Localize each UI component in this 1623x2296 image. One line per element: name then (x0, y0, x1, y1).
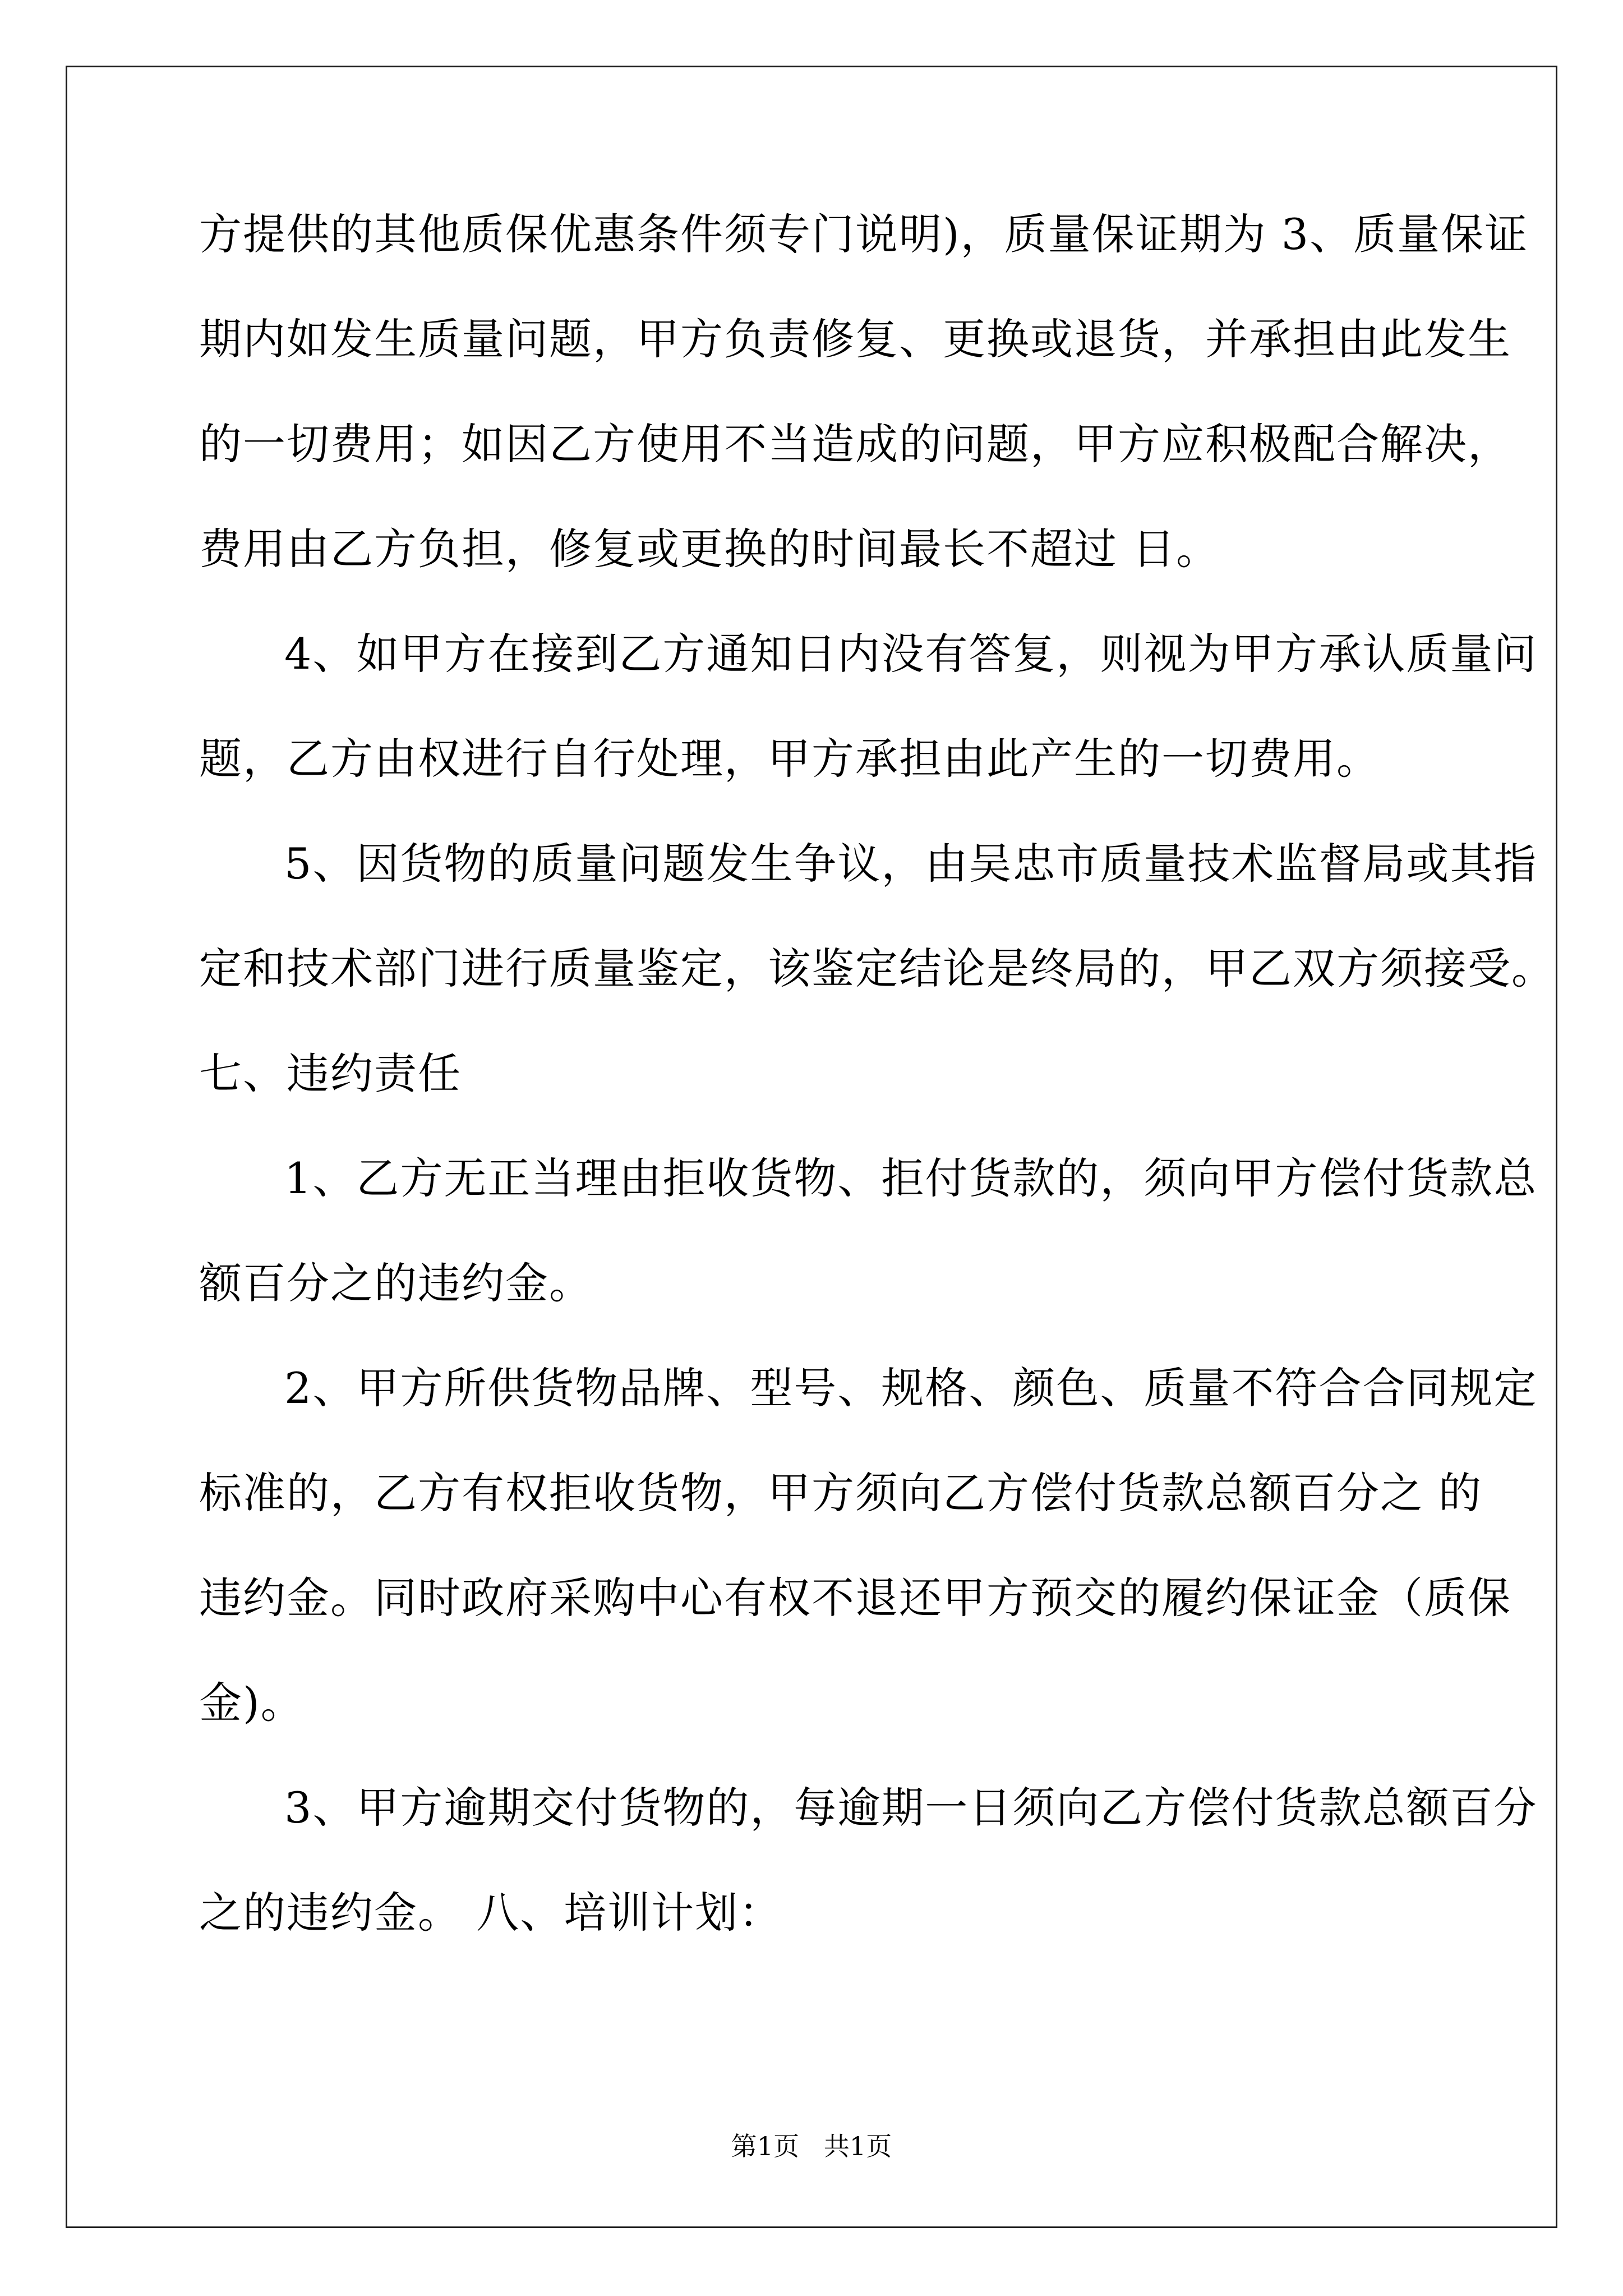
section-heading: 七、违约责任 (199, 1048, 462, 1098)
text-line: 金)。 (199, 1678, 305, 1728)
text-line: 违约金。同时政府采购中心有权不退还甲方预交的履约保证金（质保 (199, 1573, 1511, 1623)
text-line: 额百分之的违约金。 (199, 1258, 593, 1308)
text-line: 的一切费用；如因乙方使用不当造成的问题，甲方应积极配合解决， (199, 419, 1511, 469)
paragraph-start-line: 2、甲方所供货物品牌、型号、规格、颜色、质量不符合合同规定 (284, 1363, 1538, 1413)
page-footer: 第1页 共1页 (731, 2131, 892, 2161)
document-body (199, 208, 1555, 1991)
text-line: 期内如发生质量问题，甲方负责修复、更换或退货，并承担由此发生 (199, 314, 1511, 364)
paragraph-start-line: 5、因货物的质量问题发生争议，由吴忠市质量技术监督局或其指 (284, 839, 1538, 889)
paragraph-start-line: 3、甲方逾期交付货物的，每逾期一日须向乙方偿付货款总额百分 (284, 1783, 1538, 1833)
paragraph-start-line: 1、乙方无正当理由拒收货物、拒付货款的，须向甲方偿付货款总 (284, 1153, 1538, 1203)
paragraph-start-line: 4、如甲方在接到乙方通知日内没有答复，则视为甲方承认质量问 (284, 629, 1538, 679)
text-line: 题，乙方由权进行自行处理，甲方承担由此产生的一切费用。 (199, 734, 1380, 784)
text-line: 标准的，乙方有权拒收货物，甲方须向乙方偿付货款总额百分之 的 (199, 1468, 1483, 1518)
text-line: 方提供的其他质保优惠条件须专门说明)，质量保证期为 3、质量保证 (199, 209, 1529, 259)
text-line: 定和技术部门进行质量鉴定，该鉴定结论是终局的，甲乙双方须接受。 (199, 944, 1555, 993)
text-line: 之的违约金。 八、培训计划： (199, 1888, 783, 1938)
text-line: 费用由乙方负担，修复或更换的时间最长不超过 日。 (199, 524, 1220, 574)
